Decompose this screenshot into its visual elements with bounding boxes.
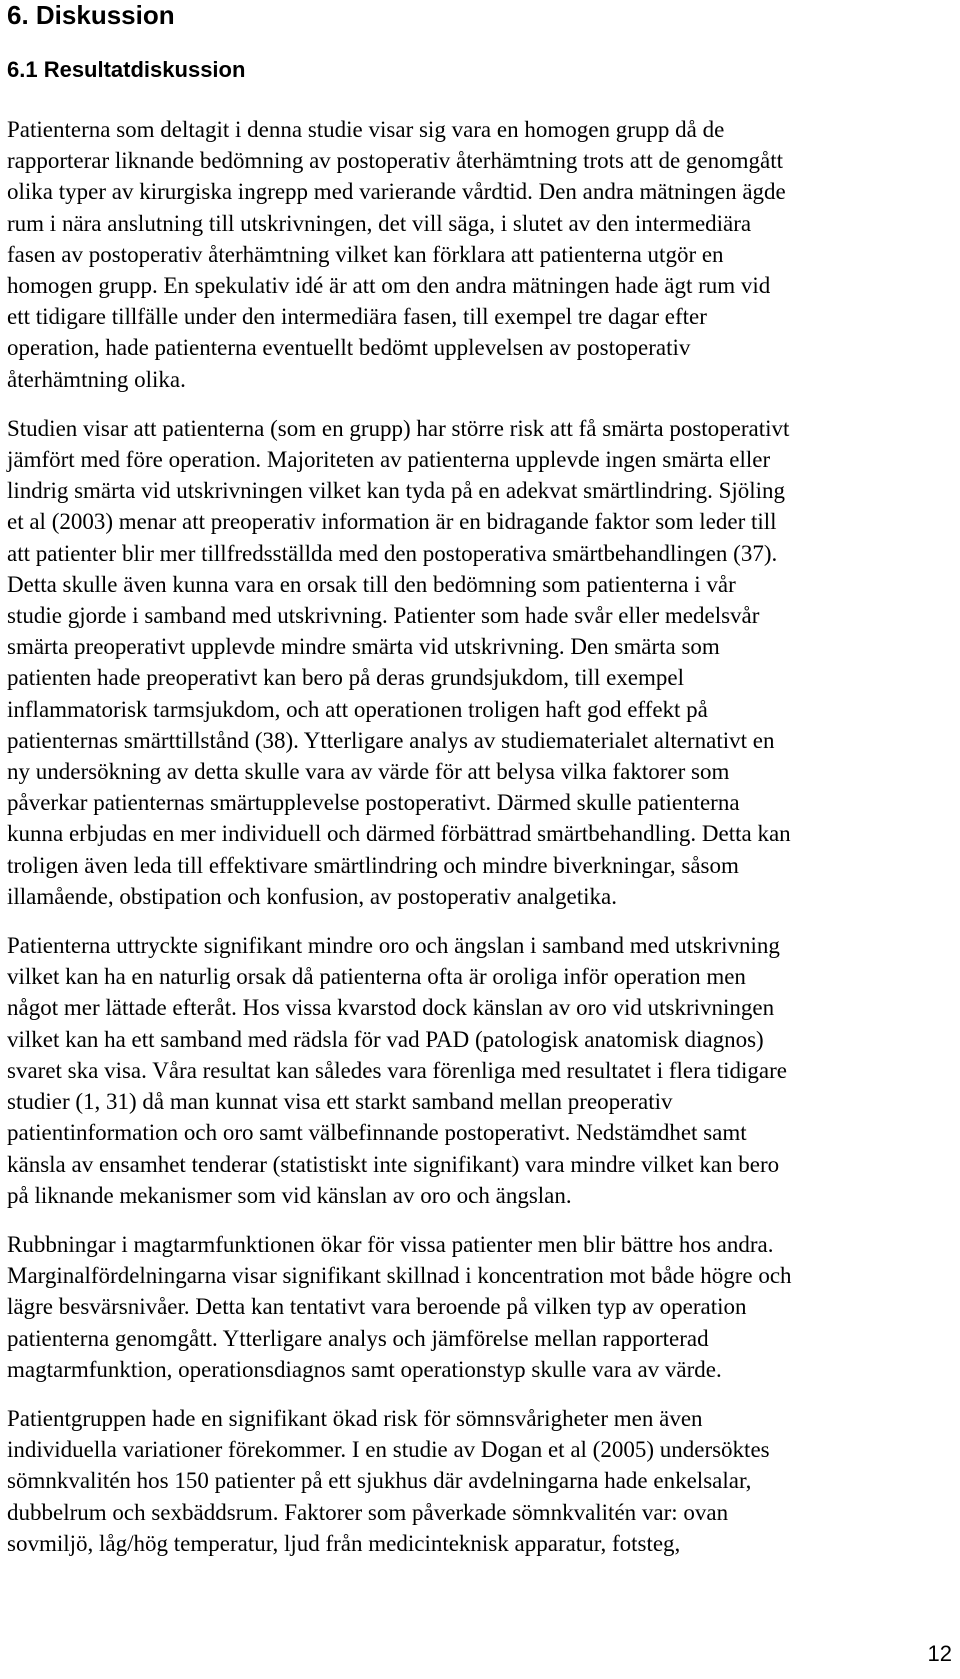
- text-line: ny undersökning av detta skulle vara av värde för att belysa vilka faktorer som: [7, 759, 730, 785]
- text-line: homogen grupp. En spekulativ idé är att om den andra mätningen hade ägt rum vid: [7, 273, 771, 299]
- text-line: sovmiljö, låg/hög temperatur, ljud från medicinteknisk apparatur, fotsteg,: [7, 1530, 681, 1556]
- section-heading: 6.1 Resultatdiskussion: [7, 57, 246, 82]
- text-line: på liknande mekanismer som vid känslan av oro och ängslan.: [7, 1182, 572, 1208]
- text-line: lägre besvärsnivåer. Detta kan tentativt vara beroende på vilken typ av operation: [7, 1294, 747, 1320]
- text-line: studier (1, 31) då man kunnat visa ett starkt samband mellan preoperativ: [7, 1089, 673, 1115]
- chapter-heading: 6. Diskussion: [7, 0, 175, 30]
- text-line: lindrig smärta vid utskrivningen vilket kan tyda på en adekvat smärtlindring. Sjöling: [7, 478, 786, 504]
- text-line: sömnkvalitén hos 150 patienter på ett sjukhus där avdelningarna hade enkelsalar,: [7, 1468, 752, 1494]
- text-line: påverkar patienternas smärtupplevelse postoperativt. Därmed skulle patienterna: [7, 790, 740, 816]
- text-line: patienternas smärttillstånd (38). Ytterligare analys av studiematerialet alternativt en: [7, 727, 775, 753]
- text-line: Patientgruppen hade en signifikant ökad risk för sömnsvårigheter men även: [7, 1405, 703, 1431]
- text-line: illamående, obstipation och konfusion, av postoperativ analgetika.: [7, 883, 617, 909]
- paragraph: [7, 413, 955, 912]
- text-line: studie gjorde i samband med utskrivning. Patienter som hade svår eller medelsvår: [7, 603, 760, 629]
- text-line: operation, hade patienterna eventuellt bedömt upplevelsen av postoperativ: [7, 335, 691, 361]
- text-line: smärta preoperativt upplevde mindre smärta vid utskrivning. Den smärta som: [7, 634, 720, 660]
- text-line: troligen även leda till effektivare smärtlindring och mindre biverkningar, såsom: [7, 852, 739, 878]
- text-line: kunna erbjudas en mer individuell och därmed förbättrad smärtbehandling. Detta kan: [7, 821, 791, 847]
- paragraph: [7, 114, 955, 395]
- text-line: patientinformation och oro samt välbefinnande postoperativt. Nedstämdhet samt: [7, 1120, 747, 1146]
- text-line: återhämtning olika.: [7, 366, 186, 392]
- text-line: känsla av ensamhet tenderar (statistiskt inte signifikant) vara mindre vilket kan bero: [7, 1151, 780, 1177]
- text-line: patienten hade preoperativt kan bero på deras grundsjukdom, till exempel: [7, 665, 684, 691]
- body-text: [7, 114, 955, 1559]
- text-line: fasen av postoperativ återhämtning vilket kan förklara att patienterna utgör en: [7, 241, 724, 267]
- text-line: Rubbningar i magtarmfunktionen ökar för vissa patienter men blir bättre hos andra.: [7, 1231, 774, 1257]
- page-number: 12: [927, 1641, 952, 1666]
- paragraph: [7, 1403, 955, 1559]
- text-line: jämfört med före operation. Majoriteten av patienterna upplevde ingen smärta eller: [7, 447, 771, 473]
- paragraph: [7, 1229, 955, 1385]
- text-line: patienterna genomgått. Ytterligare analys och jämförelse mellan rapporterad: [7, 1325, 709, 1351]
- paragraph: [7, 930, 955, 1211]
- text-line: Patienterna som deltagit i denna studie visar sig vara en homogen grupp då de: [7, 117, 725, 142]
- text-line: Detta skulle även kunna vara en orsak till den bedömning som patienterna i vår: [7, 571, 736, 597]
- text-line: rum i nära anslutning till utskrivningen, det vill säga, i slutet av den intermediära: [7, 210, 752, 236]
- text-line: något mer lättade efteråt. Hos vissa kvarstod dock känslan av oro vid utskrivningen: [7, 995, 775, 1021]
- text-line: olika typer av kirurgiska ingrepp med varierande vårdtid. Den andra mätningen ägde: [7, 179, 786, 205]
- text-line: Patienterna uttryckte signifikant mindre oro och ängslan i samband med utskrivning: [7, 933, 780, 959]
- text-line: magtarmfunktion, operationsdiagnos samt operationstyp skulle vara av värde.: [7, 1356, 722, 1382]
- text-line: att patienter blir mer tillfredsställda med den postoperativa smärtbehandlingen (37).: [7, 540, 778, 566]
- text-line: Studien visar att patienterna (som en grupp) har större risk att få smärta postoperativt: [7, 415, 790, 441]
- text-line: inflammatorisk tarmsjukdom, och att operationen troligen haft god effekt på: [7, 696, 708, 722]
- text-line: individuella variationer förekommer. I en studie av Dogan et al (2005) undersöktes: [7, 1437, 770, 1463]
- text-line: dubbelrum och sexbäddsrum. Faktorer som påverkade sömnkvalitén var: ovan: [7, 1499, 729, 1525]
- text-line: rapporterar liknande bedömning av postoperativ återhämtning trots att de genomgått: [7, 148, 784, 174]
- text-line: et al (2003) menar att preoperativ information är en bidragande faktor som leder till: [7, 509, 777, 535]
- text-line: vilket kan ha en naturlig orsak då patienterna ofta är oroliga inför operation men: [7, 964, 746, 990]
- text-line: vilket kan ha ett samband med rädsla för vad PAD (patologisk anatomisk diagnos): [7, 1026, 764, 1052]
- text-line: svaret ska visa. Våra resultat kan således vara förenliga med resultatet i flera tidigare: [7, 1057, 787, 1083]
- text-line: Marginalfördelningarna visar signifikant skillnad i koncentration mot både högre och: [7, 1263, 792, 1289]
- document-page: [7, 0, 955, 1559]
- text-line: ett tidigare tillfälle under den intermediära fasen, till exempel tre dagar efter: [7, 304, 707, 330]
